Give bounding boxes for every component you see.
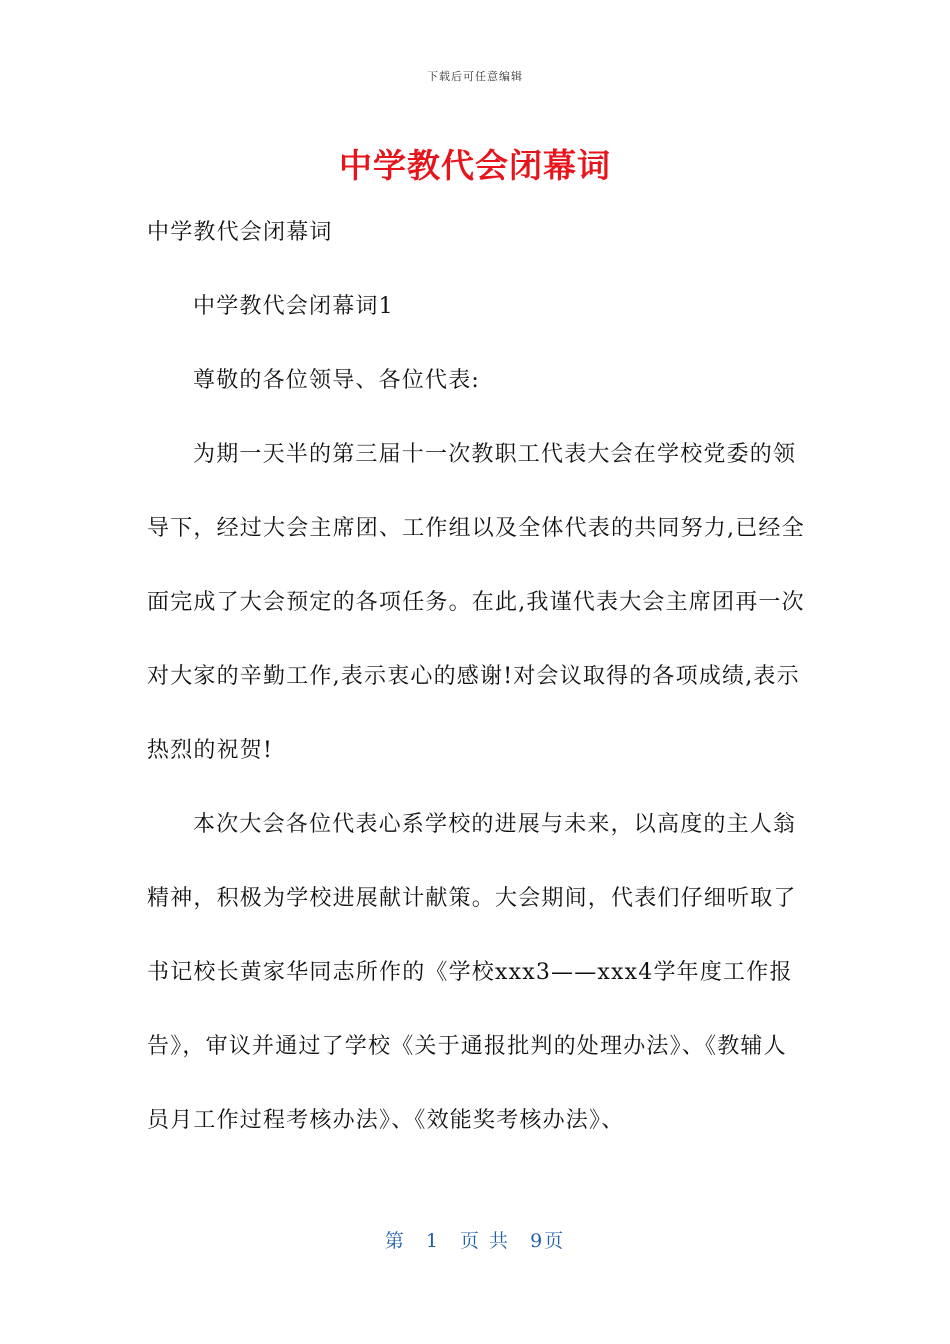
paragraph: 为期一天半的第三届十一次教职工代表大会在学校党委的领导下，经过大会主席团、工作组以及全体代表的共同努力,已经全面完成了大会预定的各项任务。在此,我谨代表大会主席团再一次对大家的辛勤工作,表示衷心的感谢!对会议取得的各项成绩,表示热烈的祝贺! (147, 442, 805, 763)
footer-prefix: 第 (384, 1230, 406, 1252)
salutation: 尊敬的各位领导、各位代表: (193, 368, 481, 393)
section-heading: 中学教代会闭幕词1 (193, 294, 394, 319)
page-header-note: 下载后可任意编辑 (427, 70, 523, 83)
document-body (147, 196, 807, 1158)
footer-total-pages: 9页 (530, 1230, 566, 1252)
document-title: 中学教代会闭幕词 (339, 146, 611, 185)
footer-middle: 页 共 (460, 1230, 511, 1252)
body-heading: 中学教代会闭幕词 (147, 220, 333, 245)
footer-current-page: 1 (425, 1230, 440, 1252)
paragraph: 本次大会各位代表心系学校的进展与未来，以高度的主人翁精神，积极为学校进展献计献策。大会期间，代表们仔细听取了书记校长黄家华同志所作的《学校xxx3——xxx4学年度工作报告》，审议并通过了学校《关于通报批判的处理办法》、《教辅人员月工作过程考核办法》、《效能奖考核办法》、 (147, 812, 797, 1133)
page-footer (0, 1226, 950, 1253)
